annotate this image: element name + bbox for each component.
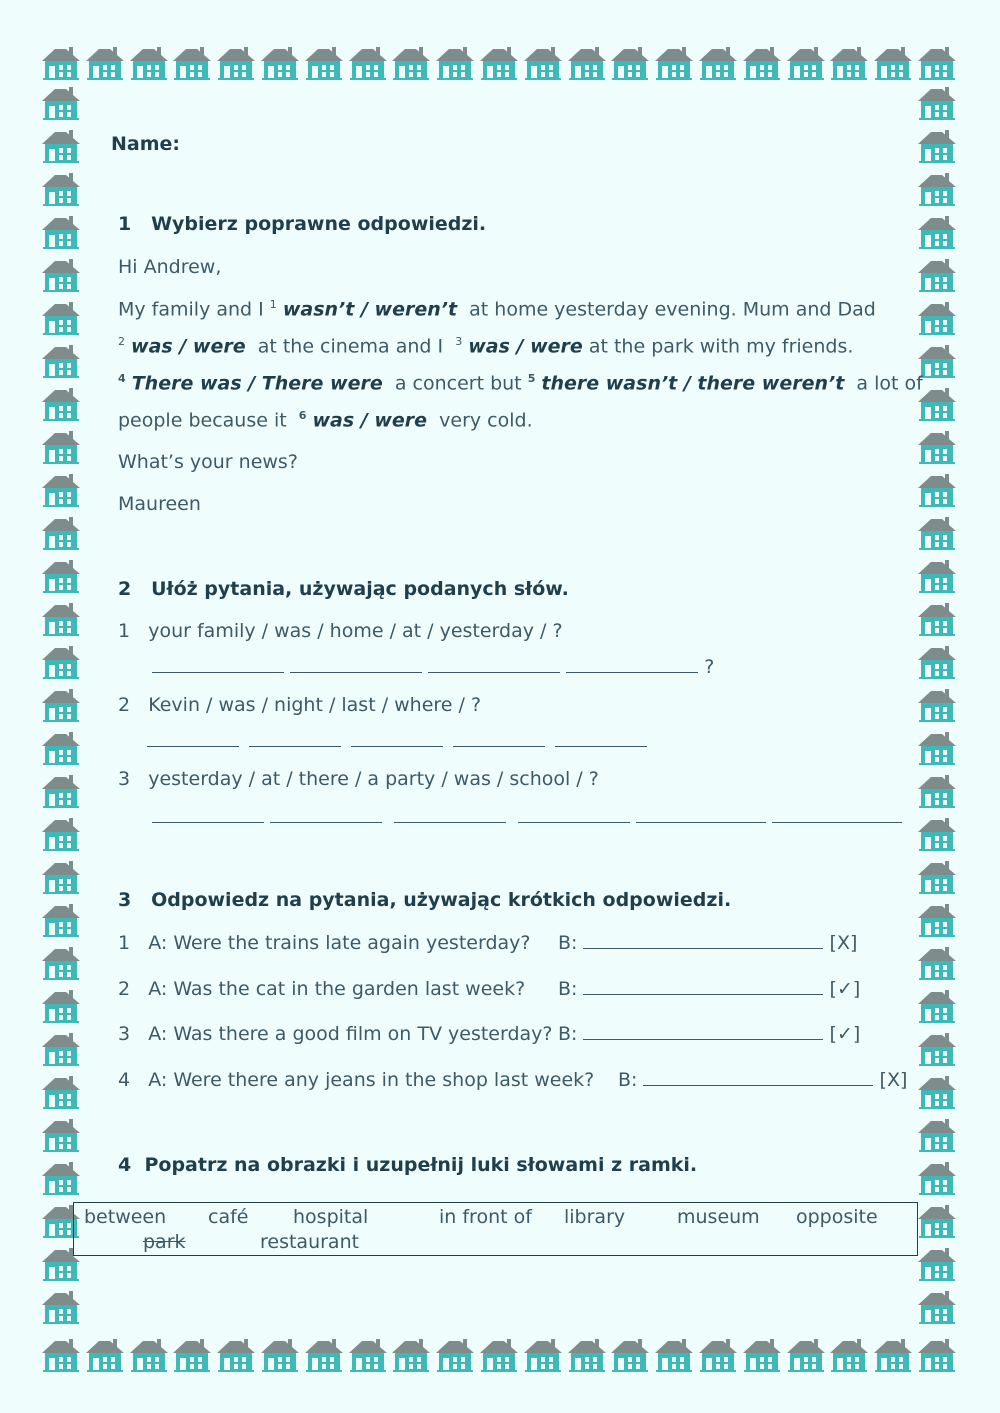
house-icon: [40, 514, 82, 552]
word-prompt: Kevin / was / night / last / where / ?: [148, 694, 482, 716]
house-icon: [40, 557, 82, 595]
house-icon: [609, 44, 651, 82]
answer-blank[interactable]: [555, 730, 647, 747]
house-icon: [259, 44, 301, 82]
house-icon: [128, 44, 170, 82]
question-text: A: Were there any jeans in the shop last week?: [148, 1069, 595, 1091]
house-icon: [916, 1116, 958, 1154]
letter-text: at the park with my friends.: [588, 335, 854, 358]
answer-blank[interactable]: [249, 730, 341, 747]
question-text: A: Were the trains late again yesterday?: [148, 932, 531, 954]
house-icon: [916, 643, 958, 681]
letter-line-3: [118, 372, 923, 394]
b-label: B:: [558, 1023, 578, 1045]
letter-line-2: [118, 335, 853, 357]
house-icon: [916, 170, 958, 208]
house-icon: [916, 514, 958, 552]
word-park-crossed-out: park: [143, 1231, 186, 1253]
answer-blank[interactable]: [290, 656, 422, 673]
answer-blank[interactable]: [583, 932, 823, 949]
house-icon: [84, 44, 126, 82]
house-icon: [40, 44, 82, 82]
letter-text: a lot of: [856, 372, 923, 395]
choice-option[interactable]: was / were: [312, 409, 428, 432]
item-number: 4: [118, 1069, 131, 1091]
choice-option[interactable]: there wasn’t / there weren’t: [541, 372, 845, 395]
exercise-1-number: 1: [118, 213, 132, 235]
house-icon: [40, 256, 82, 294]
house-icon: [40, 1030, 82, 1068]
answer-blank[interactable]: [636, 806, 766, 823]
house-icon: [785, 44, 827, 82]
answer-blank[interactable]: [394, 806, 506, 823]
b-label: B:: [558, 932, 578, 954]
house-icon: [40, 471, 82, 509]
house-icon: [916, 428, 958, 466]
house-icon: [40, 1073, 82, 1111]
letter-line-1: [118, 298, 876, 320]
answer-blank[interactable]: [643, 1069, 873, 1086]
house-icon: [916, 1202, 958, 1240]
house-icon: [522, 44, 564, 82]
house-icon: [40, 1288, 82, 1326]
item-number: 3: [118, 768, 131, 790]
choice-option[interactable]: wasn’t / weren’t: [282, 298, 458, 321]
choice-option[interactable]: was / were: [468, 335, 583, 358]
answer-mark: [X]: [829, 932, 858, 954]
house-icon: [171, 1336, 213, 1374]
gap-number: 6: [298, 409, 307, 422]
house-icon: [916, 1336, 958, 1374]
house-icon: [916, 1245, 958, 1283]
answer-blank[interactable]: [518, 806, 630, 823]
item-number: 1: [118, 620, 131, 642]
house-icon: [566, 1336, 608, 1374]
house-icon: [40, 1159, 82, 1197]
short-answer-row-4: [118, 1069, 594, 1091]
letter-text: My family and I: [118, 298, 264, 321]
house-icon: [916, 858, 958, 896]
b-label: B:: [558, 978, 578, 1000]
gap-number: 1: [269, 298, 277, 311]
exercise-4-title: Popatrz na obrazki i uzupełnij luki słowami z ramki.: [144, 1154, 698, 1176]
house-icon: [390, 44, 432, 82]
house-icon: [84, 1336, 126, 1374]
short-answer-field-2: [558, 978, 860, 1000]
letter-signature: Maureen: [118, 493, 201, 515]
house-icon: [653, 1336, 695, 1374]
house-icon: [347, 44, 389, 82]
word-restaurant: restaurant: [260, 1231, 360, 1253]
answer-mark: [X]: [879, 1069, 908, 1091]
answer-mark: [✓]: [829, 1023, 861, 1045]
answer-lines-1: [152, 656, 714, 678]
house-icon: [522, 1336, 564, 1374]
short-answer-row-3: [118, 1023, 553, 1045]
letter-text: at the cinema and I: [257, 335, 444, 358]
word-library: library: [564, 1206, 626, 1228]
house-icon: [478, 1336, 520, 1374]
b-label: B:: [618, 1069, 638, 1091]
house-icon: [916, 815, 958, 853]
house-icon: [215, 1336, 257, 1374]
item-number: 2: [118, 978, 131, 1000]
letter-text: people because it: [118, 409, 287, 432]
house-icon: [697, 1336, 739, 1374]
question-text: A: Was there a good film on TV yesterday?: [148, 1023, 553, 1045]
house-icon: [916, 1159, 958, 1197]
question-words-1: [118, 620, 563, 642]
short-answer-field-4: [618, 1069, 907, 1091]
house-icon: [916, 729, 958, 767]
house-icon: [916, 299, 958, 337]
word-opposite: opposite: [796, 1206, 878, 1228]
house-icon: [434, 44, 476, 82]
house-icon: [259, 1336, 301, 1374]
house-icon: [40, 815, 82, 853]
house-icon: [40, 1116, 82, 1154]
house-border-top: [40, 44, 960, 84]
answer-mark: [✓]: [829, 978, 861, 1000]
house-icon: [916, 901, 958, 939]
house-icon: [785, 1336, 827, 1374]
house-icon: [916, 600, 958, 638]
house-icon: [303, 1336, 345, 1374]
house-icon: [916, 256, 958, 294]
house-icon: [916, 772, 958, 810]
house-icon: [40, 858, 82, 896]
name-label: Name:: [111, 133, 181, 155]
choice-option[interactable]: was / were: [131, 335, 246, 358]
house-icon: [40, 600, 82, 638]
house-icon: [828, 44, 870, 82]
house-icon: [916, 1288, 958, 1326]
exercise-2-title: Ułóż pytania, używając podanych słów.: [151, 578, 569, 600]
exercise-1-title: Wybierz poprawne odpowiedzi.: [151, 213, 487, 235]
house-icon: [916, 1073, 958, 1111]
house-icon: [916, 84, 958, 122]
exercise-4-heading: [118, 1154, 697, 1176]
question-words-2: [118, 694, 481, 716]
answer-blank[interactable]: [351, 730, 443, 747]
word-hospital: hospital: [293, 1206, 369, 1228]
gap-number: 5: [527, 372, 536, 385]
short-answer-row-2: [118, 978, 525, 1000]
house-icon: [40, 170, 82, 208]
house-icon: [653, 44, 695, 82]
house-border-left: [40, 84, 82, 1336]
short-answer-field-1: [558, 932, 857, 954]
house-icon: [916, 213, 958, 251]
answer-blank[interactable]: [152, 806, 264, 823]
item-number: 2: [118, 694, 131, 716]
house-icon: [40, 385, 82, 423]
house-icon: [697, 44, 739, 82]
short-answer-row-1: [118, 932, 530, 954]
exercise-3-number: 3: [118, 889, 132, 911]
letter-text: a concert but: [394, 372, 522, 395]
answer-blank[interactable]: [428, 656, 560, 673]
house-icon: [828, 1336, 870, 1374]
answer-blank[interactable]: [147, 730, 239, 747]
house-icon: [478, 44, 520, 82]
question-text: A: Was the cat in the garden last week?: [148, 978, 526, 1000]
house-icon: [40, 213, 82, 251]
house-icon: [609, 1336, 651, 1374]
answer-blank[interactable]: [453, 730, 545, 747]
letter-greeting: Hi Andrew,: [118, 256, 222, 278]
house-icon: [390, 1336, 432, 1374]
house-icon: [872, 1336, 914, 1374]
house-icon: [40, 299, 82, 337]
house-icon: [40, 729, 82, 767]
house-icon: [40, 772, 82, 810]
word-museum: museum: [677, 1206, 760, 1228]
letter-line-4: [118, 409, 533, 431]
answer-blank[interactable]: [566, 656, 698, 673]
house-icon: [303, 44, 345, 82]
item-number: 1: [118, 932, 131, 954]
letter-text: at home yesterday evening. Mum and Dad: [469, 298, 876, 321]
house-icon: [40, 428, 82, 466]
house-icon: [872, 44, 914, 82]
house-icon: [916, 471, 958, 509]
exercise-3-title: Odpowiedz na pytania, używając krótkich odpowiedzi.: [151, 889, 732, 911]
house-icon: [40, 84, 82, 122]
answer-blank[interactable]: [583, 1023, 823, 1040]
exercise-2-number: 2: [118, 578, 132, 600]
letter-text: very cold.: [439, 409, 533, 432]
exercise-2-heading: [118, 578, 569, 600]
word-prompt: yesterday / at / there / a party / was / school / ?: [148, 768, 599, 790]
house-icon: [916, 44, 958, 82]
answer-lines-2: [147, 730, 647, 752]
house-border-bottom: [40, 1336, 960, 1376]
house-icon: [434, 1336, 476, 1374]
house-icon: [171, 44, 213, 82]
exercise-4-number: 4: [118, 1154, 132, 1176]
house-icon: [40, 643, 82, 681]
house-icon: [916, 127, 958, 165]
word-cafe: café: [208, 1206, 249, 1228]
house-icon: [215, 44, 257, 82]
answer-lines-3: [152, 806, 902, 828]
house-icon: [916, 686, 958, 724]
answer-blank[interactable]: [152, 656, 284, 673]
house-icon: [40, 686, 82, 724]
house-icon: [741, 1336, 783, 1374]
word-box: [73, 1202, 918, 1256]
exercise-1-heading: [118, 213, 486, 235]
word-in-front-of: in front of: [439, 1206, 532, 1228]
house-icon: [347, 1336, 389, 1374]
answer-blank[interactable]: [772, 806, 902, 823]
gap-number: 2: [118, 335, 125, 348]
question-mark: ?: [704, 656, 715, 678]
house-icon: [566, 44, 608, 82]
gap-number: 3: [455, 335, 463, 348]
item-number: 3: [118, 1023, 131, 1045]
house-icon: [916, 987, 958, 1025]
house-border-right: [916, 84, 958, 1336]
house-icon: [741, 44, 783, 82]
answer-blank[interactable]: [583, 978, 823, 995]
exercise-3-heading: [118, 889, 731, 911]
word-between: between: [84, 1206, 167, 1228]
house-icon: [40, 944, 82, 982]
house-icon: [40, 342, 82, 380]
house-icon: [40, 901, 82, 939]
word-prompt: your family / was / home / at / yesterday / ?: [148, 620, 563, 642]
house-icon: [128, 1336, 170, 1374]
gap-number: 4: [118, 372, 126, 385]
house-icon: [916, 1030, 958, 1068]
letter-news: What’s your news?: [118, 451, 298, 473]
house-icon: [40, 1336, 82, 1374]
house-icon: [916, 557, 958, 595]
choice-option[interactable]: There was / There were: [131, 372, 383, 395]
house-icon: [916, 944, 958, 982]
house-icon: [40, 987, 82, 1025]
house-icon: [40, 127, 82, 165]
answer-blank[interactable]: [270, 806, 382, 823]
short-answer-field-3: [558, 1023, 860, 1045]
question-words-3: [118, 768, 599, 790]
